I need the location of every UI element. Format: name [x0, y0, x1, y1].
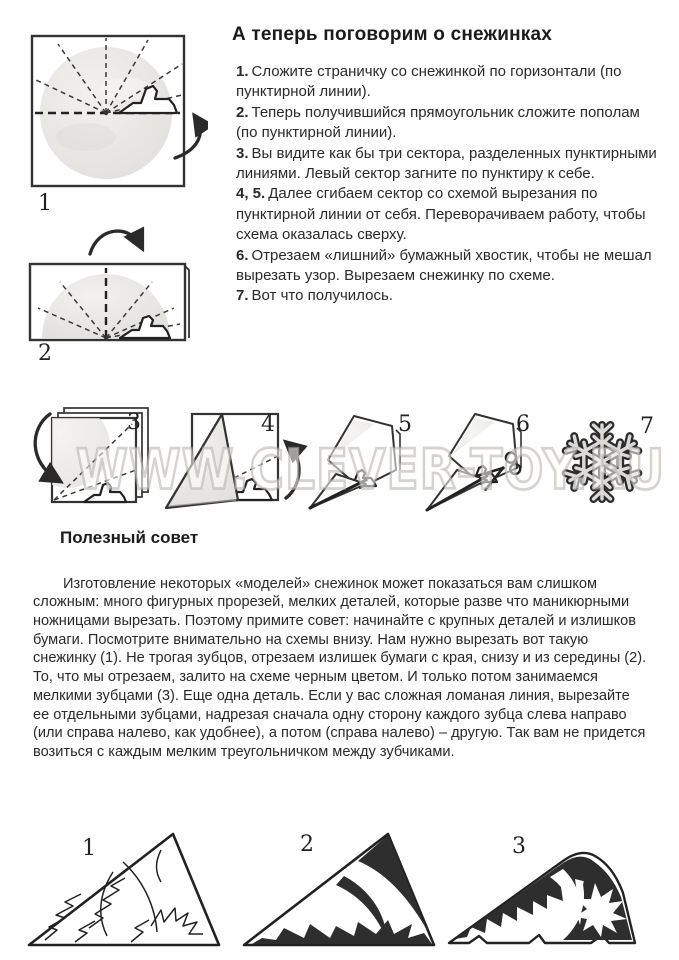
instruction-step: 7. Вот что получилось.: [236, 287, 393, 305]
watermark: WWW.CLEVER-TOY.RU: [76, 438, 666, 503]
fold-step-4-diagram: [162, 410, 308, 514]
fold-step-7-diagram: [556, 416, 648, 508]
fold-step-3-diagram: [28, 406, 166, 510]
instruction-list: [236, 62, 664, 307]
flip-arrow-icon: [90, 231, 141, 254]
fold-step-1-label: 1: [38, 191, 52, 216]
instruction-step: 3. Вы видите как бы три сектора, разделенных пунктирными линиями. Левый сектор загните по пунктиру к себе.: [236, 144, 657, 183]
instruction-step: 4, 5. Далее сгибаем сектор со схемой вырезания по пунктирной линии от себя. Переворачиваем работу, чтобы схема оказалась сверху.: [236, 185, 646, 244]
fold-step-5-label: 5: [398, 412, 412, 437]
cutting-scheme-1-diagram: [27, 830, 227, 950]
cutting-scheme-3-label: 3: [512, 834, 526, 859]
fold-step-3-label: 3: [127, 410, 141, 435]
fold-step-6-label: 6: [516, 412, 530, 437]
cutting-scheme-1-label: 1: [82, 836, 96, 861]
page-title: А теперь поговорим о снежинках: [232, 24, 553, 45]
fold-step-6-diagram: [425, 410, 549, 514]
fold-step-2-diagram: [28, 218, 206, 348]
instruction-step: 2. Теперь получившийся прямоугольник сложите пополам (по пунктирной линии).: [236, 103, 640, 142]
advice-paragraph: Изготовление некоторых «моделей» снежинок может показаться вам слишком сложным: много фигурных прорезей, мелких деталей, которые разве что маникюрными ножницами вырезать. Поэтому примите совет: начинайте с крупных деталей и излишков бумаги. Посмотрите внимательно на схемы внизу. Нам нужно вырезать вот такую снежинку (1). Не трогая зубцов, отрезаем излишек бумаги с края, снизу и из середины (2). То, что мы отрезаем, залито на схеме черным цветом. И только потом занимаемся мелкими зубцами (3). Еще одна деталь. Если у вас сложная ломаная линия, вырезайте ее отдельными зубцами, надрезая сначала одну сторону каждого зубца слева направо (или справа налево, как удобнее), а потом (справа налево) – другую. Так вам не придется возиться с каждым мелким треугольничком между зубчиками.: [33, 575, 647, 760]
advice-heading: Полезный совет: [60, 528, 199, 547]
cutting-scheme-2-diagram: [242, 830, 442, 950]
fold-step-1-diagram: [30, 33, 208, 190]
snowflake-icon: [556, 416, 648, 508]
instruction-step: 6. Отрезаем «лишний» бумажный хвостик, чтобы не мешал вырезать узор. Вырезаем снежинку по схеме.: [236, 246, 652, 285]
cutting-scheme-2-label: 2: [300, 832, 314, 857]
fold-step-4-label: 4: [261, 412, 275, 437]
fold-step-7-label: 7: [640, 414, 654, 439]
fold-arrow-icon: [286, 444, 299, 498]
cutting-scheme-3-diagram: [445, 833, 649, 947]
instruction-step: 1. Сложите страничку со снежинкой по горизонтали (по пунктирной линии).: [236, 63, 622, 101]
fold-step-2-label: 2: [38, 341, 52, 366]
